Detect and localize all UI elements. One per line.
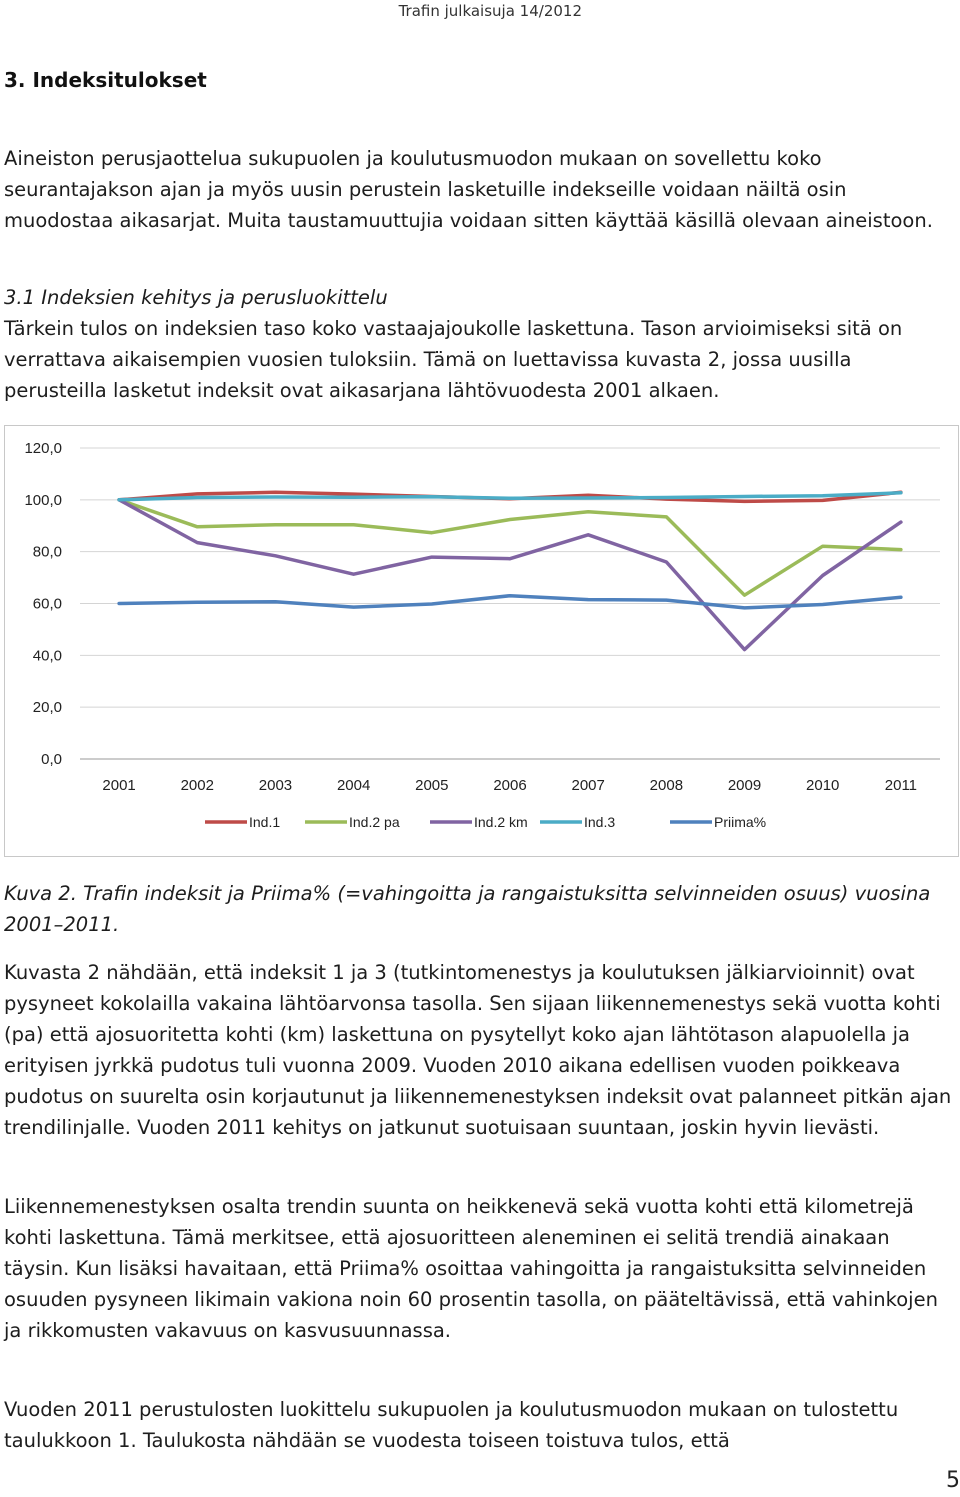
x-tick-label: 2001 — [102, 777, 136, 794]
page-number: 5 — [946, 1468, 960, 1493]
y-tick-label: 40,0 — [32, 647, 62, 665]
legend-label: Ind.3 — [584, 814, 616, 830]
legend-label: Ind.2 km — [474, 814, 528, 830]
x-tick-label: 2005 — [415, 777, 449, 794]
subsection-block — [4, 282, 954, 406]
section-heading: 3. Indeksitulokset — [4, 68, 207, 92]
legend-label: Ind.1 — [249, 814, 281, 830]
x-tick-label: 2003 — [258, 777, 293, 794]
x-tick-label: 2007 — [571, 777, 605, 794]
line-chart — [4, 425, 959, 857]
y-tick-label: 20,0 — [32, 699, 62, 717]
x-tick-label: 2004 — [336, 777, 371, 794]
legend-label: Priima% — [714, 814, 767, 830]
figure-caption: Kuva 2. Trafin indeksit ja Priima% (=vahingoitta ja rangaistuksitta selvinneiden osuus) vuosina 2001–2011. — [4, 882, 931, 936]
y-tick-label: 60,0 — [32, 595, 62, 613]
x-tick-label: 2008 — [649, 777, 684, 794]
subsection-text: Tärkein tulos on indeksien taso koko vastaajajoukolle laskettuna. Tason arvioimiseksi sitä on verrattava aikaisempien vuosien tuloksiin. Tämä on luettavissa kuvasta 2, jossa uusilla perusteilla lasketut indeksit ovat aikasarjana lähtövuodesta 2001 alkaen. — [4, 317, 903, 402]
x-tick-label: 2009 — [727, 777, 762, 794]
y-tick-label: 120,0 — [24, 440, 62, 457]
x-tick-label: 2011 — [884, 777, 918, 794]
running-header: Trafin julkaisuja 14/2012 — [398, 2, 582, 20]
x-tick-label: 2002 — [180, 777, 214, 794]
intro-paragraph: Aineiston perusjaottelua sukupuolen ja koulutusmuodon mukaan on sovellettu koko seurantajakson ajan ja myös uusin perustein lasketuille indekseille voidaan näiltä osin muodostaa aikasarjat. Muita taustamuuttujia voidaan sitten käyttää käsillä olevaan aineistoon. — [4, 147, 933, 232]
body-paragraph-1: Kuvasta 2 nähdään, että indeksit 1 ja 3 (tutkintomenestys ja koulutuksen jälkiarvioinnit) ovat pysyneet kokolailla vakaina lähtöarvonsa tasolla. Sen sijaan liikennemenestys sekä vuotta kohti (pa) että ajosuoritetta kohti (km) laskettuna on pysytellyt koko ajan lähtötason alapuolella ja erityisen jyrkkä pudotus tuli vuonna 2009. Vuoden 2010 aikana edellisen vuoden poikkeava pudotus on suurelta osin korjautunut ja liikennemenestyksen indeksit ovat palanneet pitkän ajan trendilinjalle. Vuoden 2011 kehitys on jatkunut suotuisaan suuntaan, joskin hyvin lievästi. — [4, 961, 952, 1139]
subsection-heading: 3.1 Indeksien kehitys ja perusluokittelu — [4, 286, 388, 309]
body-paragraph-3: Vuoden 2011 perustulosten luokittelu sukupuolen ja koulutusmuodon mukaan on tulostettu taulukkoon 1. Taulukosta nähdään se vuodesta toiseen toistuva tulos, että — [4, 1398, 899, 1452]
series-line-ind-2-km — [119, 500, 901, 650]
legend-label: Ind.2 pa — [349, 814, 400, 830]
body-paragraph-2: Liikennemenestyksen osalta trendin suunta on heikkenevä sekä vuotta kohti että kilometrejä kohti laskettuna. Tämä merkitsee, että ajosuoritteen aleneminen ei selitä trendiä ainakaan täysin. Kun lisäksi havaitaan, että Priima% osoittaa vahingoitta ja rangaistuksitta selvinneiden osuuden pysyneen likimain vakiona noin 60 prosentin tasolla, on pääteltävissä, että vahinkojen ja rikkomusten vakavuus on kasvusuunnassa. — [4, 1195, 938, 1342]
y-tick-label: 0,0 — [41, 751, 62, 768]
y-tick-label: 100,0 — [24, 491, 62, 509]
y-tick-label: 80,0 — [32, 543, 62, 561]
series-line-priima — [119, 596, 901, 608]
x-tick-label: 2006 — [493, 777, 527, 794]
x-tick-label: 2010 — [806, 777, 840, 794]
chart-svg — [5, 426, 958, 856]
